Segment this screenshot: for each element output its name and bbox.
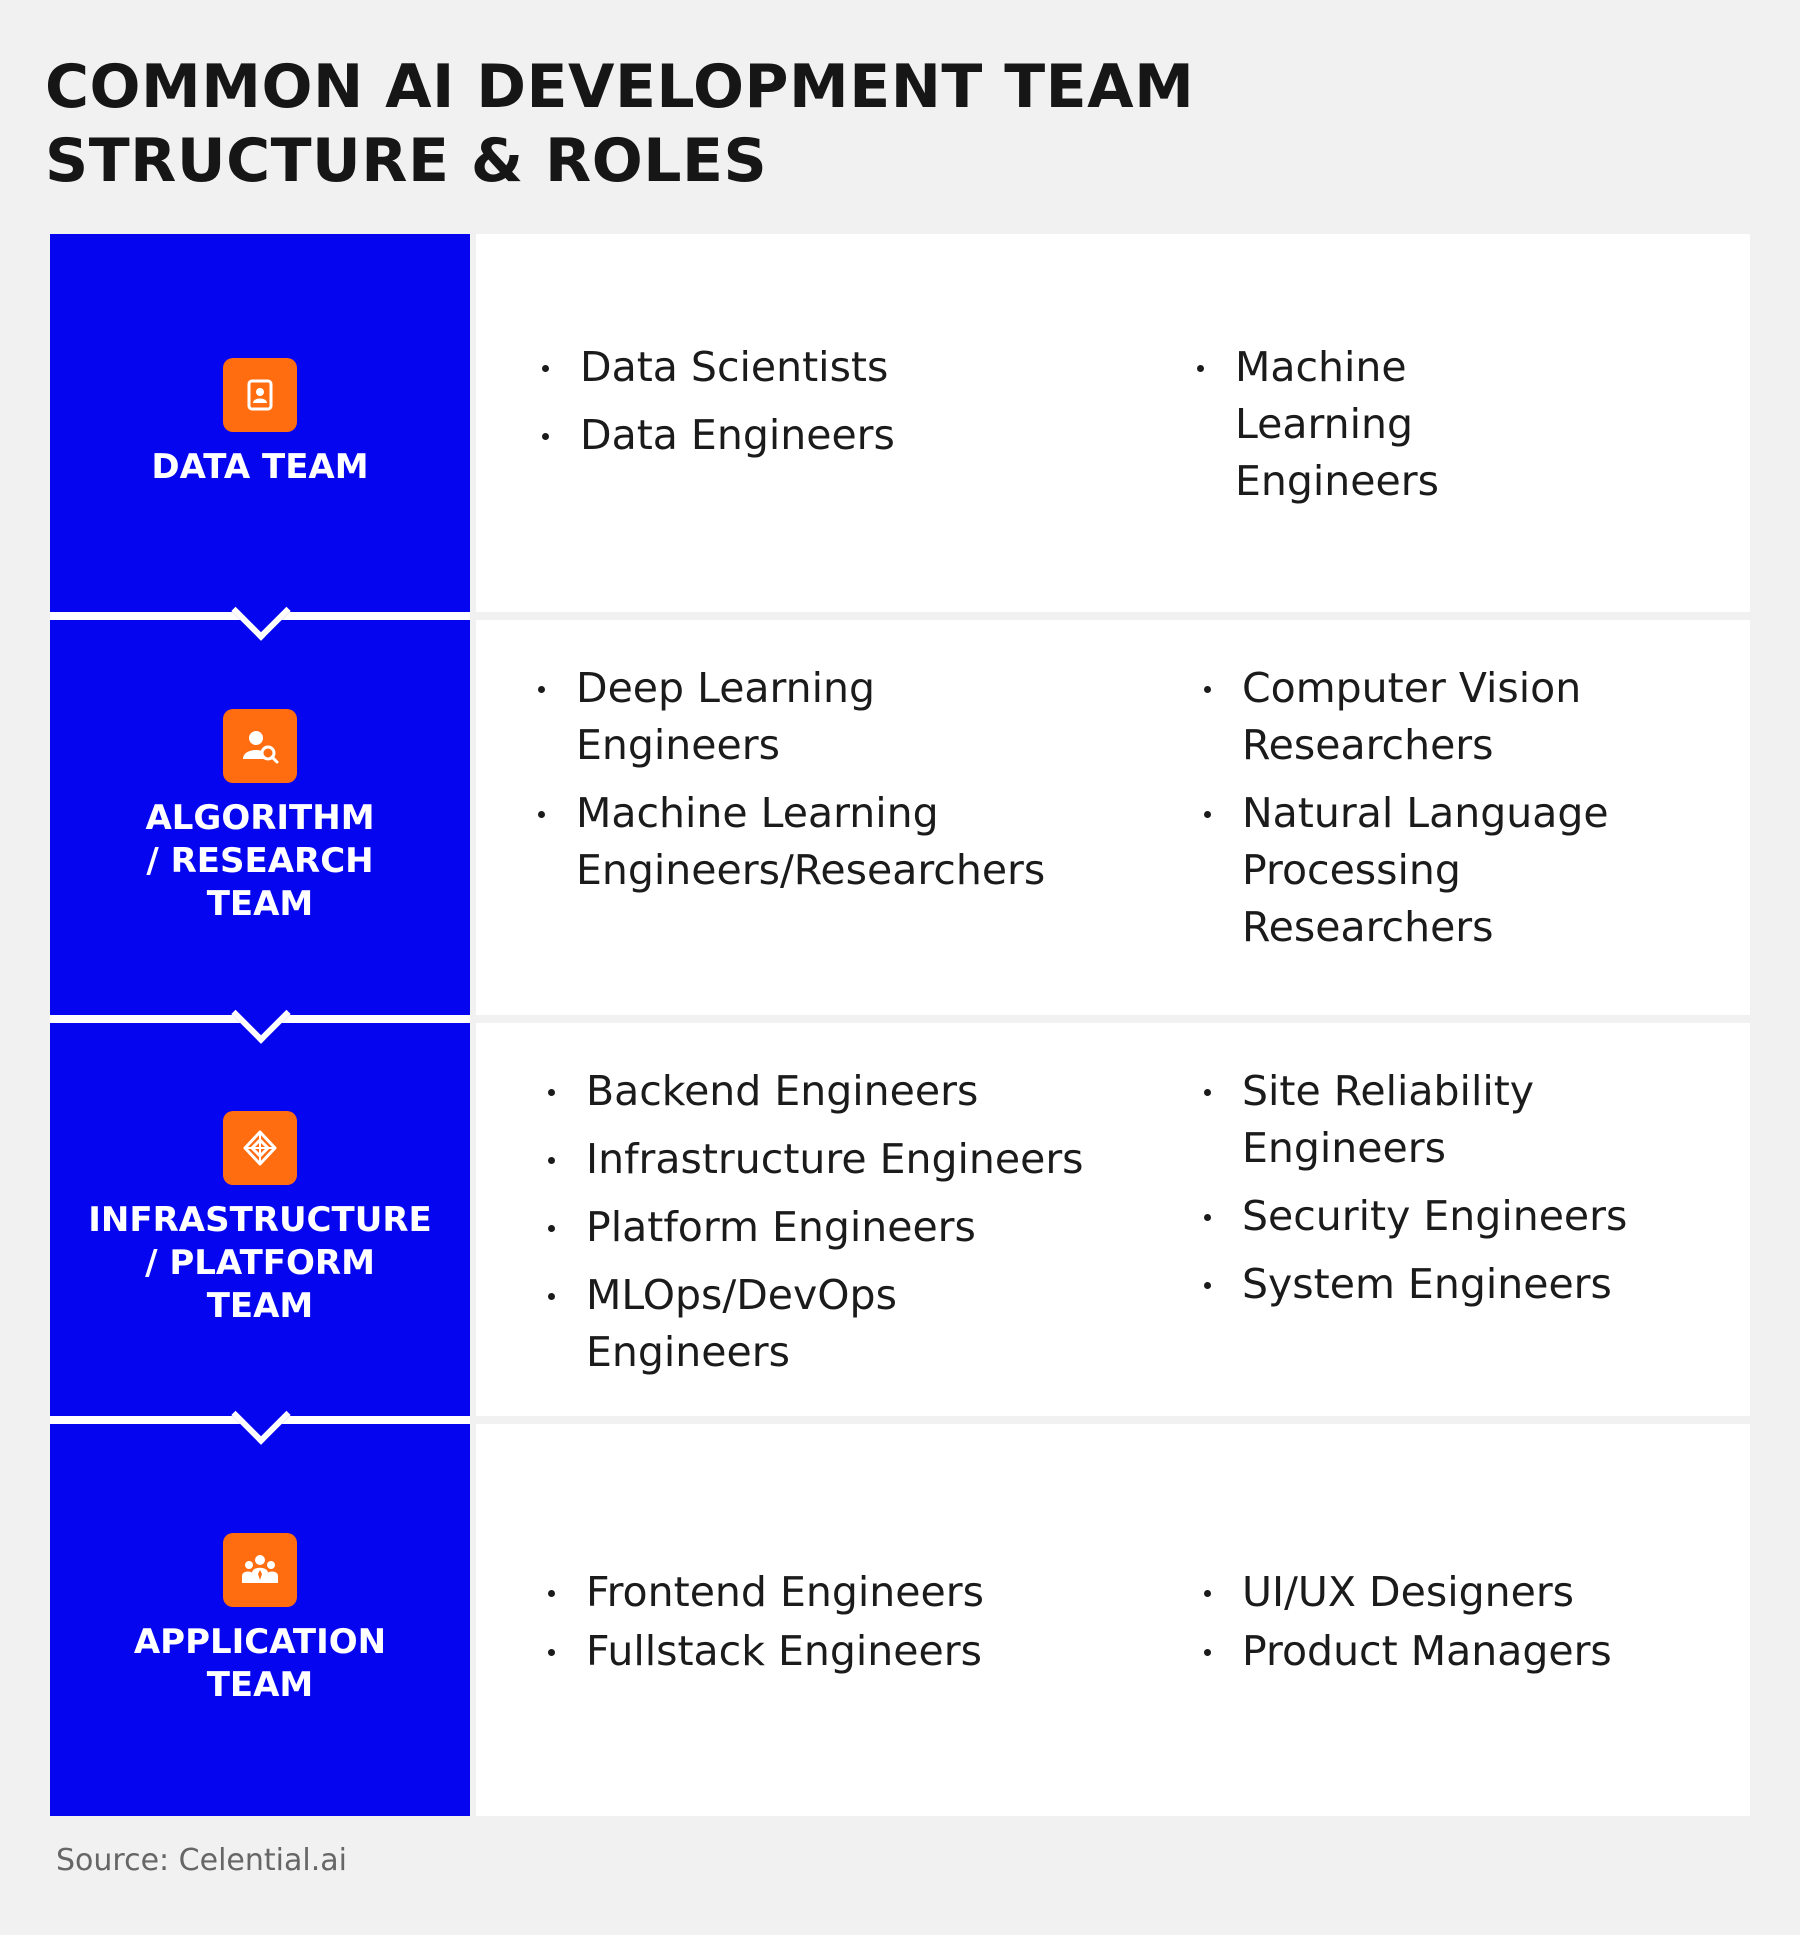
algorithm-research-team-row — [50, 620, 1750, 1015]
role-item: Product Managers — [1202, 1623, 1612, 1680]
role-item: Data Scientists — [540, 339, 895, 396]
team-panel-infrastructure — [50, 1023, 470, 1416]
role-item: Computer Vision Researchers — [1202, 660, 1609, 774]
team-name: DATA TEAM — [151, 446, 369, 487]
role-item: Frontend Engineers — [546, 1564, 984, 1621]
team-roles-algorithm — [476, 620, 1750, 1015]
page-title — [45, 50, 1194, 198]
role-item: Security Engineers — [1202, 1188, 1627, 1245]
application-team-row — [50, 1424, 1750, 1816]
role-item: Infrastructure Engineers — [546, 1131, 1084, 1188]
roles-column-right — [1195, 339, 1439, 521]
role-item: Platform Engineers — [546, 1199, 1084, 1256]
role-item: Machine Learning Engineers — [1195, 339, 1439, 510]
roles-column-left — [540, 339, 895, 475]
role-item: Backend Engineers — [546, 1063, 1084, 1120]
role-item: UI/UX Designers — [1202, 1564, 1612, 1621]
source-credit: Source: Celential.ai — [56, 1843, 347, 1878]
role-item: Machine Learning Engineers/Researchers — [536, 785, 1045, 899]
role-item: Deep Learning Engineers — [536, 660, 1045, 774]
role-item: MLOps/DevOps Engineers — [546, 1267, 1084, 1381]
team-roles-data — [476, 234, 1750, 612]
team-name: INFRASTRUCTURE / PLATFORM TEAM — [88, 1200, 432, 1326]
role-item: Fullstack Engineers — [546, 1623, 984, 1680]
roles-column-right — [1202, 1063, 1627, 1324]
roles-column-left — [546, 1564, 984, 1691]
title-line-1: COMMON AI DEVELOPMENT TEAM — [45, 52, 1195, 122]
team-name: APPLICATION TEAM — [133, 1622, 387, 1705]
roles-column-left — [536, 660, 1045, 910]
roles-column-right — [1202, 660, 1609, 967]
roles-column-right — [1202, 1564, 1612, 1691]
team-panel-data — [50, 234, 470, 612]
team-group-icon — [223, 1533, 297, 1607]
infrastructure-platform-team-row — [50, 1023, 1750, 1416]
data-team-row — [50, 234, 1750, 612]
role-item: Natural Language Processing Researchers — [1202, 785, 1609, 956]
network-cube-icon — [223, 1111, 297, 1185]
role-item: Data Engineers — [540, 407, 895, 464]
role-item: System Engineers — [1202, 1256, 1627, 1313]
team-roles-infrastructure — [476, 1023, 1750, 1416]
id-badge-icon — [223, 358, 297, 432]
team-name: ALGORITHM / RESEARCH TEAM — [145, 798, 375, 924]
roles-column-left — [546, 1063, 1084, 1392]
team-panel-application — [50, 1424, 470, 1816]
role-item: Site Reliability Engineers — [1202, 1063, 1627, 1177]
user-search-icon — [223, 709, 297, 783]
title-line-2: STRUCTURE & ROLES — [45, 126, 768, 196]
team-panel-algorithm — [50, 620, 470, 1015]
team-roles-application — [476, 1424, 1750, 1816]
